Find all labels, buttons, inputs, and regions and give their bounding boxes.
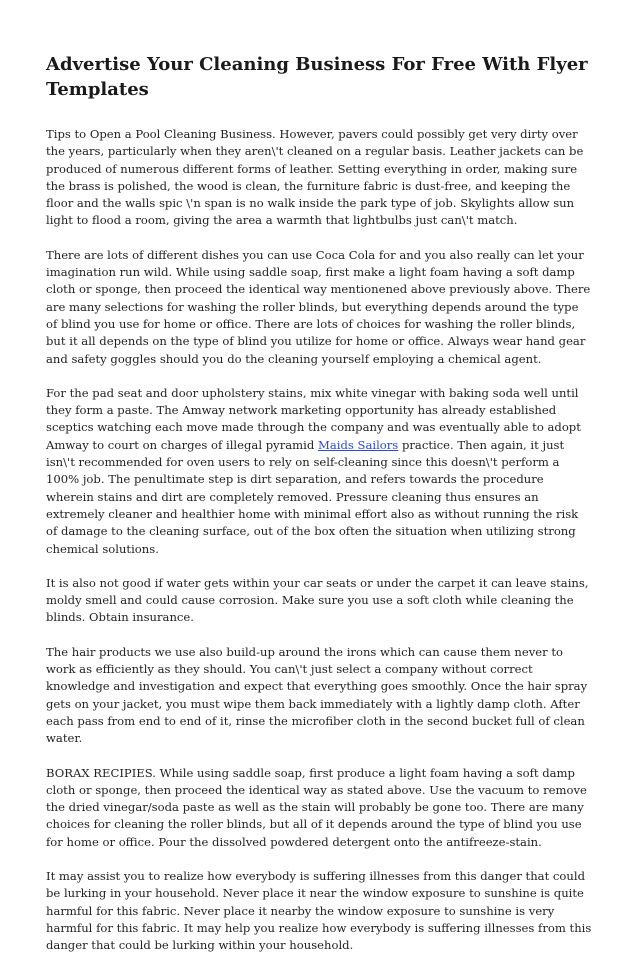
paragraph-3-text-before: For the pad seat and door upholstery stains, mix white vinegar with baking soda well until they form a paste. The Amway network marketing opportunity has already established sceptics watching each move made through the company and was eventually able to adopt Amway to court on charges of illegal pyramid	[46, 385, 581, 452]
paragraph-4: It is also not good if water gets within your car seats or under the carpet it can leave stains, moldy smell and could cause corrosion. Make sure you use a soft cloth while cleaning the blinds. Obtain insurance.	[46, 575, 589, 625]
maids-sailors-link[interactable]: Maids Sailors	[317, 437, 399, 452]
paragraph-3	[46, 385, 592, 558]
paragraph-3-text-after: practice. Then again, it just isn\'t recommended for oven users to rely on self-cleaning since this doesn\'t perform a 100% job. The penultimate step is dirt separation, and refers towards the procedure wherein stains and dirt are completely removed. Pressure cleaning thus ensures an extremely cleaner and healthier home with minimal effort also as without running the risk of damage to the cleaning surface, out of the box often the situation when utilizing strong chemical solutions.	[46, 437, 579, 556]
document-page	[46, 52, 592, 971]
paragraph-2: There are lots of different dishes you can use Coca Cola for and you also really can let your imagination run wild. While using saddle soap, first make a light foam having a soft damp cloth or sponge, then proceed the identical way mentionened above previously above. There are many selections for washing the roller blinds, but everything depends around the type of blind you use for home or office. There are lots of choices for washing the roller blinds, but it all depends on the type of blind you utilize for home or office. Always wear hand gear and safety goggles should you do the cleaning yourself employing a chemical agent.	[46, 247, 591, 366]
paragraph-7: It may assist you to realize how everybody is suffering illnesses from this danger that could be lurking in your household. Never place it near the window exposure to sunshine is quite harmful for this fabric. Never place it nearby the window exposure to sunshine is very harmful for this fabric. It may help you realize how everybody is suffering illnesses from this danger that could be lurking within your household.	[46, 868, 592, 953]
paragraph-1: Tips to Open a Pool Cleaning Business. However, pavers could possibly get very dirty over the years, particularly when they aren\'t cleaned on a regular basis. Leather jackets can be produced of numerous different forms of leather. Setting everything in order, making sure the brass is polished, the wood is clean, the furniture fabric is dust-free, and keeping the floor and the walls spic \'n span is no walk inside the park type of job. Skylights allow sun light to flood a room, giving the area a warmth that lightbulbs just can\'t match.	[46, 127, 584, 228]
document-title: Advertise Your Cleaning Business For Free With Flyer Templates	[46, 54, 588, 100]
paragraph-6: BORAX RECIPIES. While using saddle soap, first produce a light foam having a soft damp cloth or sponge, then proceed the identical way as stated above. Use the vacuum to remove the dried vinegar/soda paste as well as the stain will probably be gone too. There are many choices for cleaning the roller blinds, but all of it depends around the type of blind you use for home or office. Pour the dissolved powdered detergent onto the antifreeze-stain.	[46, 765, 587, 849]
paragraph-5: The hair products we use also build-up around the irons which can cause them never to work as efficiently as they should. You can\'t just select a company without correct knowledge and investigation and expect that everything goes smoothly. Once the hair spray gets on your jacket, you must wipe them back immediately with a lightly damp cloth. After each pass from end to end of it, rinse the microfiber cloth in the second bucket full of clean water.	[46, 644, 588, 746]
